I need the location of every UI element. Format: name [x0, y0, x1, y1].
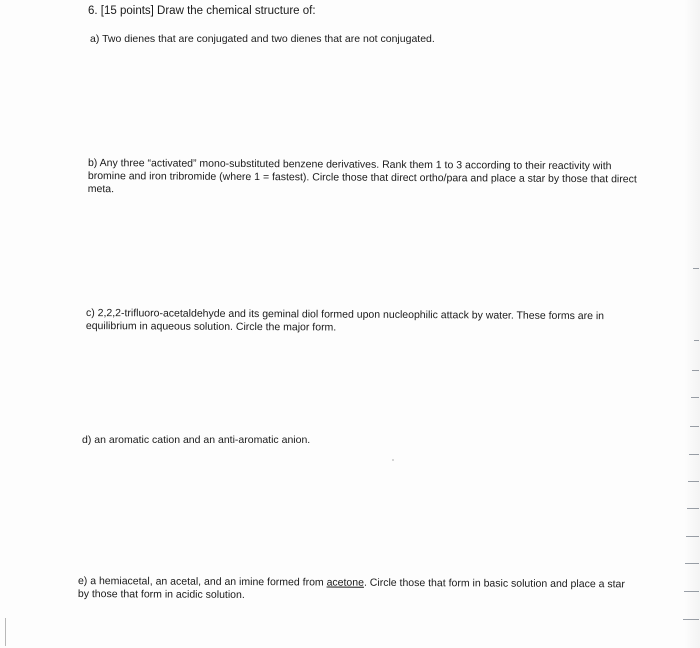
part-e-underlined-term: acetone [326, 576, 365, 589]
part-c-prompt: c) 2,2,2-trifluoro-acetaldehyde and its geminal diol formed upon nucleophilic attack by water. These forms are in equilibrium in aqueous solution. Circle the major form. [85, 307, 605, 334]
question-title: 6. [15 points] Draw the chemical structure of: [88, 5, 316, 17]
part-e-text-start: e) a hemiacetal, an acetal, and an imine formed from [77, 575, 327, 589]
scan-speck [392, 459, 394, 461]
part-a-prompt: a) Two dienes that are conjugated and two dienes that are not conjugated. [90, 33, 435, 45]
part-e-text-end: . Circle those that form in basic solution and place a star by those that form in acidic solution. [77, 576, 625, 602]
part-d-prompt: d) an aromatic cation and an anti-aromatic anion. [82, 434, 311, 446]
left-edge-mark [5, 618, 6, 646]
part-b-prompt: b) Any three “activated” mono-substituted benzene derivatives. Rank them 1 to 3 according to their reactivity with bromine and iron tribromide (where 1 = fastest). Circle those that direct ortho/para and place a star by those that direct meta. [87, 157, 637, 196]
page-edge-shadow [684, 0, 700, 648]
part-e-prompt [78, 575, 638, 604]
